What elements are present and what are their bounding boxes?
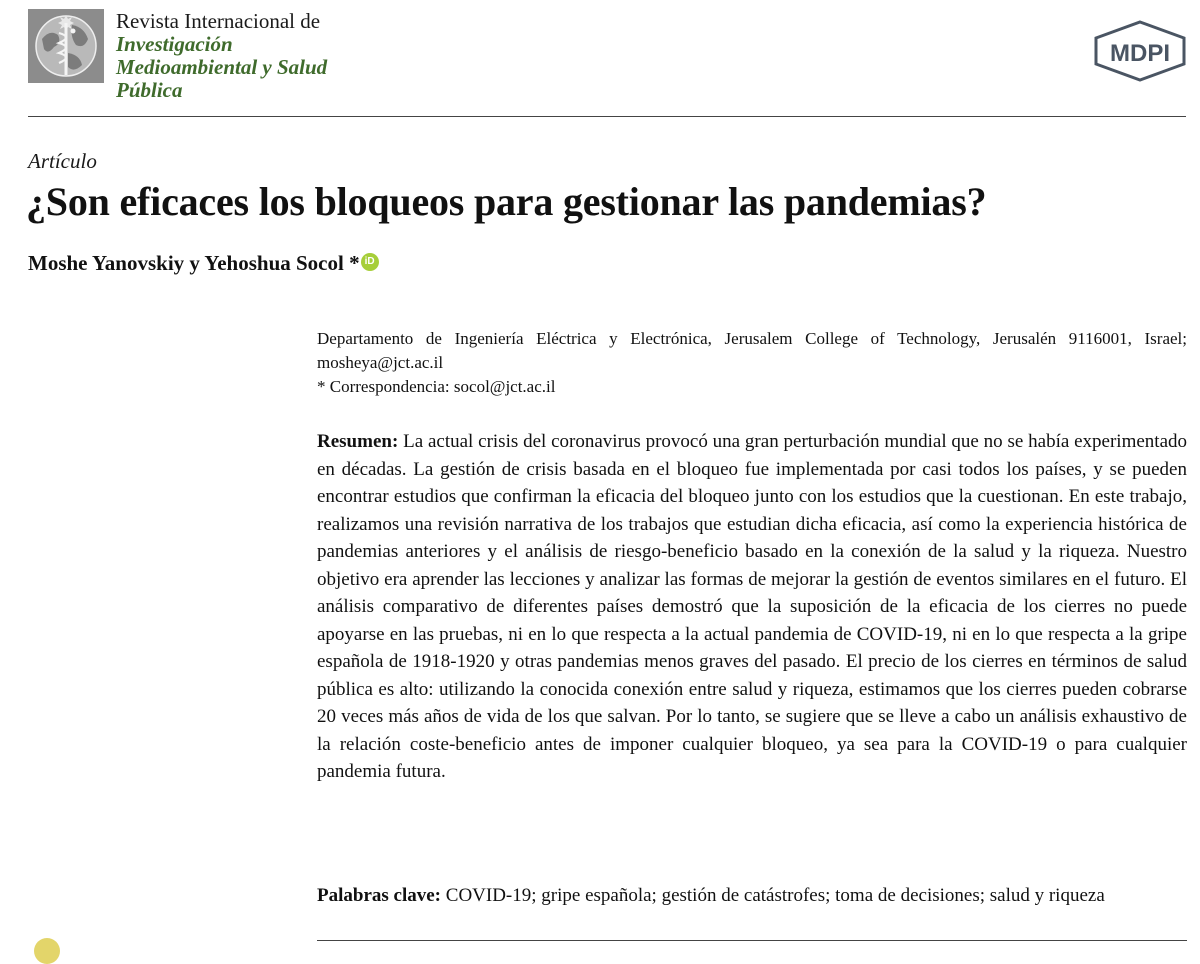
- keywords-label: Palabras clave:: [317, 885, 442, 906]
- journal-title-line1: Revista Internacional de: [116, 9, 321, 33]
- article-title: ¿Son eficaces los bloqueos para gestionar las pandemias?: [26, 179, 987, 224]
- journal-logo-icon: [28, 9, 104, 83]
- abstract-label: Resumen:: [317, 431, 399, 452]
- affiliation-text: Departamento de Ingeniería Eléctrica y Electrónica, Jerusalem College of Technology, Jerusalén 9116001, Israel; mosheya@jct.ac.il: [317, 329, 1187, 372]
- journal-title-line4: Pública: [116, 78, 183, 102]
- footer-divider: [317, 940, 1187, 941]
- keywords: [317, 882, 1187, 909]
- journal-title-line3: Medioambiental y Salud: [116, 55, 328, 79]
- abstract: [317, 428, 1187, 786]
- keywords-text: COVID-19; gripe española; gestión de catástrofes; toma de decisiones; salud y riqueza: [445, 885, 1105, 906]
- journal-title: [116, 10, 327, 102]
- article-type: Artículo: [28, 149, 97, 173]
- authors-line: [28, 251, 379, 276]
- header-divider: [28, 116, 1186, 117]
- mdpi-logo-text: MDPI: [1110, 40, 1170, 67]
- journal-title-line2: Investigación: [116, 32, 233, 56]
- correspondence: * Correspondencia: socol@jct.ac.il: [317, 377, 556, 396]
- affiliation-block: [317, 327, 1187, 399]
- mdpi-logo-icon: [1090, 20, 1190, 82]
- orcid-icon[interactable]: iD: [361, 253, 379, 271]
- abstract-text: La actual crisis del coronavirus provocó una gran perturbación mundial que no se había experimentado en décadas. La gestión de crisis basada en el bloqueo fue implementada por casi todos los países, y se pueden encontrar estudios que confirman la eficacia del bloqueo junto con los estudios que la cuestionan. En este trabajo, realizamos una revisión narrativa de los trabajos que estudian dicha eficacia, así como la experiencia histórica de pandemias anteriores y el análisis de riesgo-beneficio basado en la conexión de la salud y la riqueza. Nuestro objetivo era aprender las lecciones y analizar las formas de mejorar la gestión de eventos similares en el futuro. El análisis comparativo de diferentes países demostró que la suposición de la eficacia de los cierres no puede apoyarse en las pruebas, ni en lo que respecta a la actual pandemia de COVID-19, ni en lo que respecta a la gripe española de 1918-1920 y otras pandemias menos graves del pasado. El precio de los cierres en términos de salud pública es alto: utilizando la conocida conexión entre salud y riqueza, estimamos que los cierres pueden cobrarse 20 veces más años de vida de los que salvan. Por lo tanto, se sugiere que se lleve a cabo un análisis exhaustivo de la relación coste-beneficio antes de imponer cualquier bloqueo, ya sea para la COVID-19 o para cualquier pandemia futura.: [317, 431, 1188, 782]
- authors: Moshe Yanovskiy y Yehoshua Socol *: [28, 251, 360, 275]
- corner-badge-icon: [34, 938, 60, 964]
